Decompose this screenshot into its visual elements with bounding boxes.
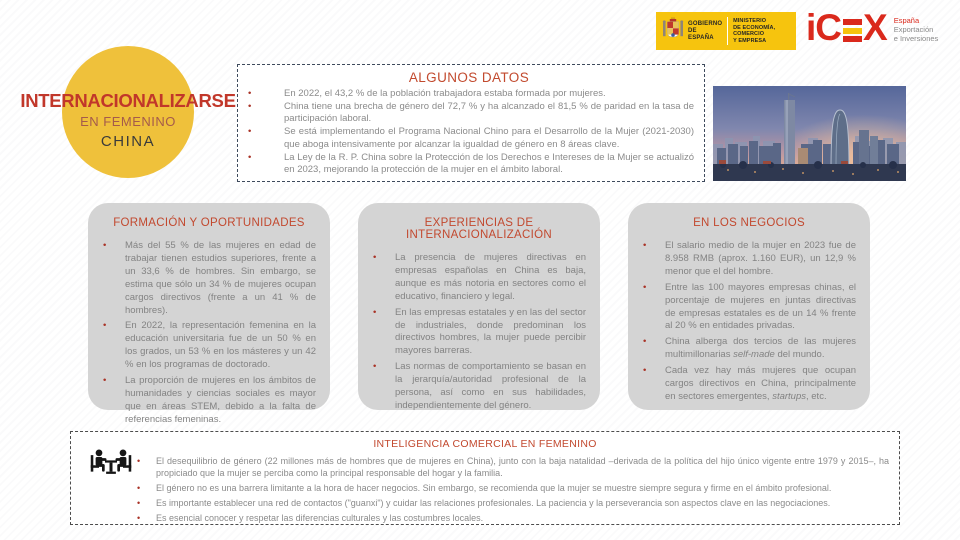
title-sub: EN FEMENINO: [80, 114, 176, 129]
formacion-list: [102, 240, 316, 427]
gobierno-espana-logo: [656, 12, 796, 50]
bullet-item: • El desequilibrio de género (22 millones más de hombres que de mujeres en China), junto con la baja natalidad –derivada de la política del hijo único vigente entre 1979 y 2015–, ha propiciado que la mujer se perciba como la principal responsable del hogar y la familia.: [137, 456, 889, 478]
inteligencia-comercial-panel: [70, 431, 900, 525]
experiencias-list: [372, 252, 586, 413]
icex-logo: [806, 7, 939, 53]
bullet-dot-icon: •: [373, 306, 377, 318]
bullet-dot-icon: •: [248, 126, 252, 138]
bullet-item: • La presencia de mujeres directivas en empresas españolas en China es baja, aunque es más notoria en sectores como el educativo, financiero y legal.: [373, 252, 586, 302]
formacion-panel: [88, 203, 330, 425]
bullet-dot-icon: •: [248, 88, 252, 99]
bullet-item: • Entre las 100 mayores empresas chinas, el porcentaje de mujeres en juntas directivas de empresas estatales es de un 14 % frente al 20 % en entidades privadas.: [643, 281, 856, 332]
bullet-item: • Las normas de comportamiento se basan en la jerarquía/autoridad profesional de la persona, así como en sus habilidades, independientemente del género.: [373, 361, 586, 411]
bullet-dot-icon: •: [103, 375, 107, 387]
bullet-dot-icon: •: [103, 240, 107, 251]
bullet-dot-icon: •: [373, 252, 377, 263]
icex-tagline: España Exportación e Inversiones: [893, 16, 939, 43]
title-country: CHINA: [100, 133, 156, 150]
gobierno-label: GOBIERNO DE ESPAÑA: [688, 20, 723, 41]
bullet-dot-icon: •: [137, 513, 141, 523]
bullet-item: • Es importante establecer una red de contactos ("guanxi") y cuidar las relaciones profesionales. La paciencia y la perseverancia son aspectos clave en las negociaciones.: [137, 498, 831, 508]
beijing-skyline-photo: [713, 86, 906, 181]
bullet-item: • China alberga dos tercios de las mujeres multimillonarias self-made del mundo.: [643, 336, 856, 361]
icex-flag-e-icon: [843, 15, 862, 42]
bullet-dot-icon: •: [643, 281, 647, 293]
negocios-list: [642, 240, 856, 404]
experiencias-title: EXPERIENCIAS DE INTERNACIONALIZACIÓN: [406, 217, 552, 241]
algunos-datos-list: [244, 88, 694, 176]
bullet-item: • China tiene una brecha de género del 72,7 % y ha alcanzado el 81,5 % de paridad en la tasa de participación laboral.: [244, 101, 694, 126]
bullet-dot-icon: •: [137, 483, 141, 493]
negocios-panel: [628, 203, 870, 410]
inteligencia-title: INTELIGENCIA COMERCIAL EN FEMENINO: [373, 438, 597, 450]
bullet-item: • Cada vez hay más mujeres que ocupan cargos directivos en China, principalmente en sectores emergentes, startups, etc.: [643, 365, 856, 402]
spain-coat-of-arms-icon: [661, 15, 685, 48]
bullet-item: • En 2022, el 43,2 % de la población trabajadora estaba formada por mujeres.: [244, 88, 694, 100]
bullet-item: • En 2022, la representación femenina en la educación universitaria fue de un 50 % en los grados, un 53 % en los másteres y un 42 % en los programas de doctorado.: [103, 320, 316, 371]
bullet-dot-icon: •: [248, 100, 252, 112]
algunos-datos-title: ALGUNOS DATOS: [408, 70, 530, 85]
bullet-dot-icon: •: [248, 151, 252, 163]
logo-divider: [727, 17, 728, 45]
title-main: INTERNACIONALIZARSE: [20, 90, 236, 111]
bullet-dot-icon: •: [643, 336, 647, 348]
ministerio-label: MINISTERIO DE ECONOMÍA, COMERCIO Y EMPRESA: [733, 18, 776, 44]
bullet-item: • La proporción de mujeres en los ámbitos de humanidades y ciencias sociales es mayor que en áreas STEM, debido a la falta de referencias femeninas.: [103, 375, 316, 425]
bullet-item: • La Ley de la R. P. China sobre la Protección de los Derechos e Intereses de la Mujer se actualizó en 2023, mejorando la protección de la mujer en el ámbito laboral.: [244, 152, 694, 177]
bullet-dot-icon: •: [103, 320, 107, 332]
bullet-dot-icon: •: [643, 240, 647, 251]
bullet-dot-icon: •: [137, 498, 141, 508]
bullet-dot-icon: •: [373, 361, 377, 373]
bullet-item: • El salario medio de la mujer en 2023 fue de 8.958 RMB (aprox. 1.160 EUR), un 12,9 % menor que el del hombre.: [643, 240, 856, 277]
slide-title: [14, 90, 242, 150]
bullet-item: • En las empresas estatales y en las del sector de industriales, donde predominan los directivos hombres, la mujer puede percibir mayores barreras.: [373, 306, 586, 357]
inteligencia-list: [135, 455, 889, 524]
bullet-dot-icon: •: [137, 456, 141, 466]
bullet-item: • Es esencial conocer y respetar las diferencias culturales y las costumbres locales.: [137, 513, 484, 523]
algunos-datos-panel: [237, 64, 705, 182]
bullet-item: • Más del 55 % de las mujeres en edad de trabajar tienen estudios superiores, frente a un 33,6 % de hombres. Sin embargo, se estima que sólo un 34 % de mujeres ocupan cargos directivos (frente a un 41 % de hombres).: [103, 240, 316, 316]
icex-wordmark: i C X: [806, 7, 887, 48]
bullet-item: • El género no es una barrera limitante a la hora de hacer negocios. Sin embargo, se recomienda que la mujer se muestre siempre segura y firme en el ámbito profesional.: [137, 483, 832, 493]
bullet-item: • Se está implementando el Programa Nacional Chino para el Desarrollo de la Mujer (2021-2030) que aboga intensivamente por alcanzar la igualdad de género en 8 áreas clave.: [244, 126, 694, 151]
negocios-title: EN LOS NEGOCIOS: [693, 217, 805, 229]
formacion-title: FORMACIÓN Y OPORTUNIDADES: [113, 217, 305, 229]
experiencias-panel: [358, 203, 600, 410]
meeting-icon: [87, 447, 135, 482]
bullet-dot-icon: •: [643, 365, 647, 377]
